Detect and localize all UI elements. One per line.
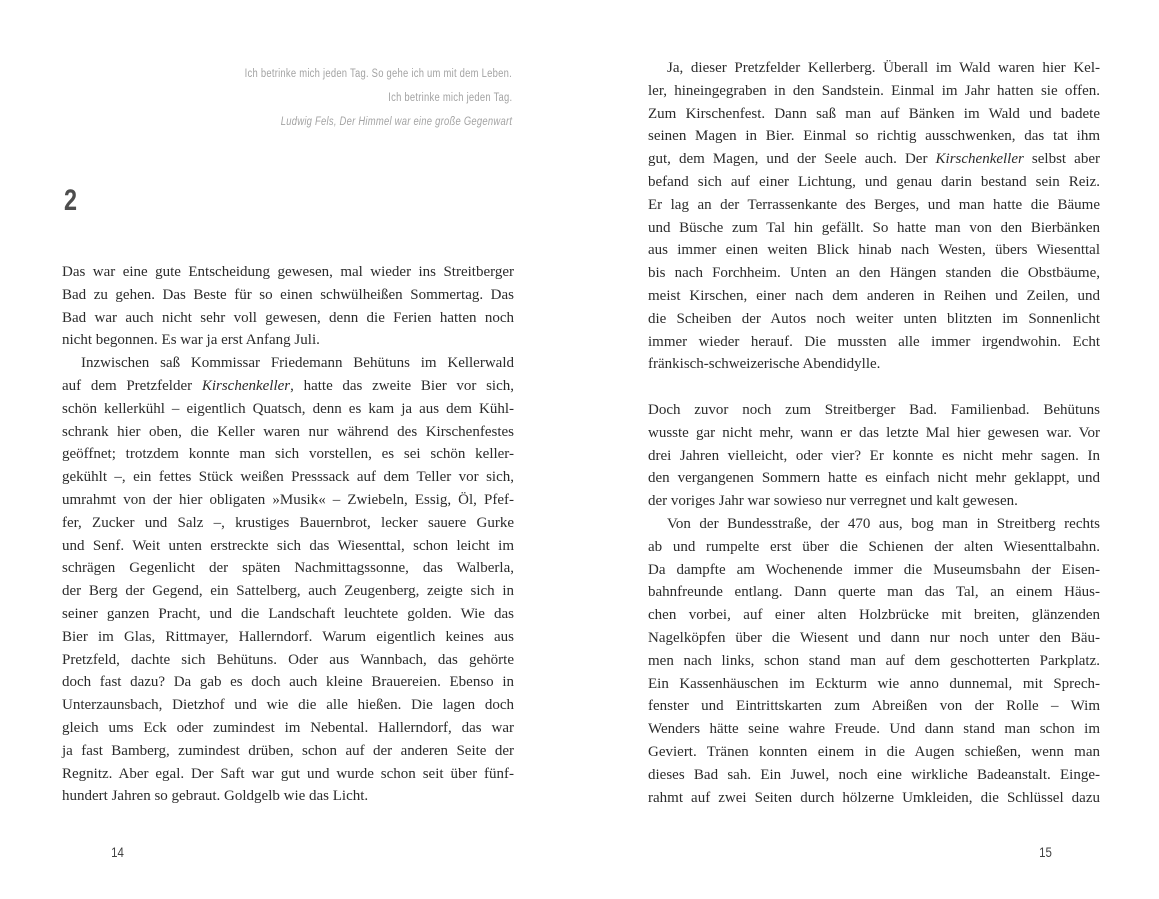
text-line: fränkisch-schweizerische Abendidylle. [648,356,881,373]
text-line: Bad zu gehen. Das Beste für so einen schwülheißen Sommertag. Das [62,286,514,303]
text-line: nicht begonnen. Es war ja erst Anfang Juli. [62,332,320,349]
text-line: fenster und Eintrittskarten zum Abreißen von der Rolle – Wim [648,698,1100,715]
text-line: gut, dem Magen, und der Seele auch. Der Kirschenkeller selbst aber [648,151,1100,168]
text-line: Geviert. Tränen konnten einem in die Augen schießen, wenn man [648,743,1100,760]
text-line: umrahmt von der hier obligaten »Musik« – Zwiebeln, Essig, Öl, Pfef- [62,491,514,508]
text-line: Inzwischen saß Kommissar Friedemann Behütuns im Kellerwald [81,355,514,372]
text-line: gleich ums Eck oder zumindest im Nebental. Hallerndorf, das war [62,719,514,736]
epigraph [186,62,512,134]
text-line: men nach links, schon stand man auf dem geschotterten Parkplatz. [648,652,1100,669]
text-line: rahmt auf zwei Seiten durch hölzerne Umkleiden, die Schlüssel dazu [648,789,1100,806]
chapter-heading [64,186,81,216]
text-line: Pretzfeld, dachte sich Behütuns. Oder aus Wannbach, das gehörte [62,651,514,668]
chapter-number: 2 [64,184,78,217]
text-line: wusste gar nicht mehr, wann er das letzte Mal hier gewesen war. Vor [648,424,1100,441]
text-line: den vergangenen Sommern hatte es einfach nicht mehr geklappt, und [648,470,1100,487]
epigraph-line: Ludwig Fels, Der Himmel war eine große Gegenwart [280,116,512,128]
text-line: befand sich auf einer Lichtung, und genau darin bestand sein Reiz. [648,173,1100,190]
text-line: und Büsche zum Tal hin gefällt. So hatte man von den Bierbänken [648,219,1100,236]
text-line: seiner ganzen Pracht, und die Landschaft leuchtete golden. Wie das [62,605,514,622]
text-line: Zum Kirschenfest. Dann saß man auf Bänken im Wald und badete [648,105,1100,122]
paragraph-gap [648,376,1100,399]
text-line: Bier im Glas, Rittmayer, Hallerndorf. Warum eigentlich keines aus [62,628,514,645]
text-line: Ein Kassenhäuschen im Eckturm wie anno dunnemal, mit Sprech- [648,675,1100,692]
text-line: und Senf. Weit unten erstreckte sich das Wiesenttal, schon leicht im [62,537,514,554]
text-line: meist Kirschen, einer nach dem anderen in Reihen und Zeilen, und [648,287,1100,304]
text-line: schrank hier oben, die Keller waren nur während des Kirschenfestes [62,423,514,440]
text-line: hundert Jahren so gebraut. Goldgelb wie das Licht. [62,788,369,805]
text-line: Das war eine gute Entscheidung gewesen, mal wieder ins Streitberger [62,264,514,280]
text-line: Da dampfte am Wochenende immer die Museumsbahn der Eisen- [648,561,1100,578]
text-line: bis nach Forchheim. Unten an den Hängen standen die Obstbäume, [648,265,1100,282]
text-line: immer wieder herauf. Die mussten alle immer irgendwohin. Echt [648,333,1100,350]
text-line: seinen Magen in Bier. Einmal so richtig ausschwenken, das tat ihm [648,128,1100,145]
text-line: drei Jahren vielleicht, oder vier? Er konnte es nicht mehr sagen. In [648,447,1100,464]
text-line: doch fast dazu? Da gab es doch auch kleine Brauereien. Ebenso in [62,674,514,691]
text-line: Unterzaunsbach, Dietzhof und wie die alle hießen. Die lagen doch [62,697,514,714]
text-line: Ja, dieser Pretzfelder Kellerberg. Überall im Wald waren hier Kel- [667,60,1100,76]
text-line: aus immer einen weiten Blick hinab nach Westen, übers Wiesenttal [648,242,1100,259]
text-line: Wenders hätte seine wahre Freude. Und dann stand man schon im [648,721,1100,738]
left-page-text [62,261,514,808]
page-number-left: 14 [111,845,125,860]
text-line: dieses Bad sah. Ein Juwel, noch eine wirkliche Badeanstalt. Einge- [648,766,1100,783]
text-line: Doch zuvor noch zum Streitberger Bad. Familienbad. Behütuns [648,401,1100,418]
text-line: der Berg der Gegend, ein Sattelberg, auch Zeugenberg, zeigte sich in [62,583,514,600]
text-line: schrägen Gegenlicht der späten Nachmittagssonne, das Walberla, [62,560,514,577]
text-line: auf dem Pretzfelder Kirschenkeller, hatte das zweite Bier vor sich, [62,377,514,394]
text-line: die Scheiben der Autos noch weiter unten blitzten im Sonnenlicht [648,310,1100,327]
text-line: Nagelköpfen über die Wiesent und dann nur noch unter den Bäu- [648,629,1100,646]
text-line: ab und rumpelte erst über die Schienen der alten Wiesenttalbahn. [648,538,1100,555]
epigraph-line: Ich betrinke mich jeden Tag. [387,92,512,104]
right-page-text [648,57,1100,809]
text-line: bahnfreunde entlang. Dann querte man das Tal, an einem Häus- [648,584,1100,601]
text-line: der voriges Jahr war sowieso nur verregnet und kalt gewesen. [648,493,1018,510]
text-line: Regnitz. Aber egal. Der Saft war gut und wurde schon seit über fünf- [62,765,514,782]
epigraph-line: Ich betrinke mich jeden Tag. So gehe ich um mit dem Leben. [244,68,512,80]
text-line: geöffnet; trotzdem konnte man sich vorstellen, es sei schön keller- [62,446,514,463]
text-line: chen vorbei, auf einer alten Holzbrücke mit breiten, glänzenden [648,607,1100,624]
text-line: Bad war auch nicht sehr voll gewesen, denn die Ferien hatten noch [62,309,514,326]
text-line: Von der Bundesstraße, der 470 aus, bog man in Streitberg rechts [667,515,1100,532]
text-line: ja fast Bamberg, zumindest drüben, schon auf der anderen Seite der [62,742,514,759]
text-line: ler, hineingegraben in den Sandstein. Einmal im Jahr hatten sie offen. [648,82,1100,99]
text-line: Er lag an der Terrassenkante des Berges, und man hatte die Bäume [648,196,1100,213]
page-number-right: 15 [1039,845,1053,860]
text-line: fer, Zucker und Salz –, krustiges Bauernbrot, lecker sauere Gurke [62,514,514,531]
text-line: gekühlt –, ein fettes Stück weißen Presssack auf dem Teller vor sich, [62,469,514,486]
text-line: schön kellerkühl – eigentlich Quatsch, denn es kam ja aus dem Kühl- [62,400,514,417]
